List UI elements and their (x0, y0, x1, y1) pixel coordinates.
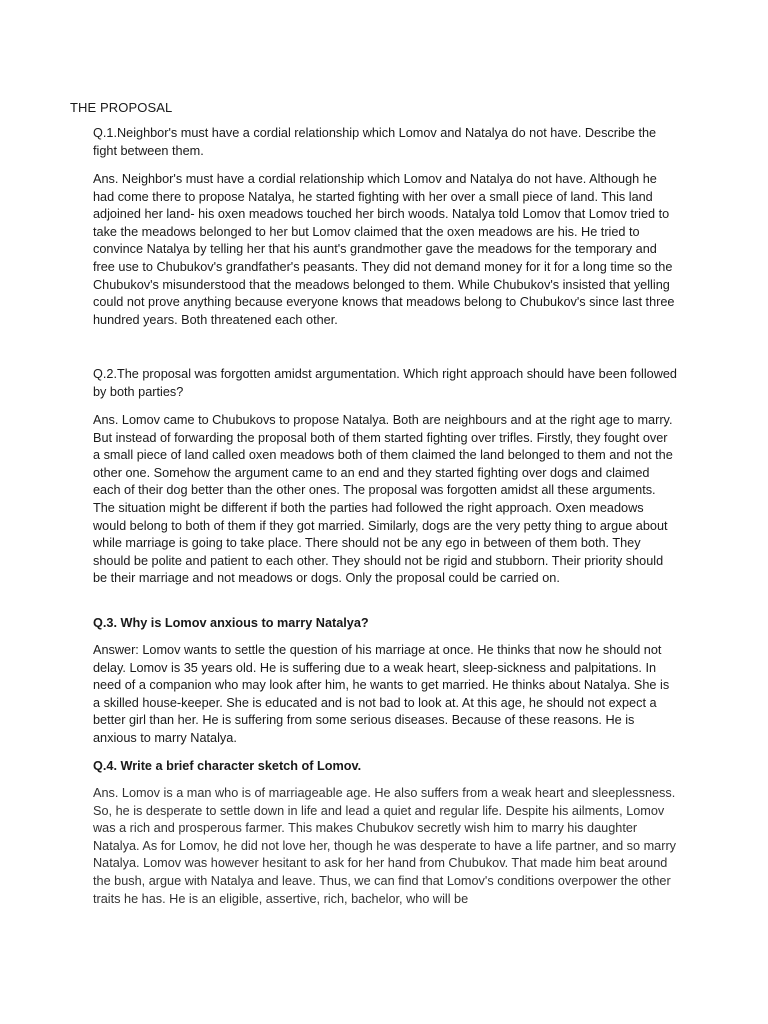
question-1: Q.1.Neighbor's must have a cordial relationship which Lomov and Natalya do not have. Describe the fight between them. (93, 126, 657, 158)
question-3: Q.3. Why is Lomov anxious to marry Natalya? (93, 616, 369, 630)
answer-2: Ans. Lomov came to Chubukovs to propose Natalya. Both are neighbours and at the right age to marry. But instead of forwarding the proposal both of them started fighting over trifles. Firstly, they fought over a small piece of land called oxen meadows both of them claimed the land belonged to them and not the other one. Somehow the argument came to an end and they started fighting over dogs and claimed each of their dog better than the other ones. The proposal was forgotten amidst all these arguments. The situation might be different if both the parties had followed the right approach. Oxen meadows would belong to both of them if they got married. Similarly, dogs are the very petty thing to argue about while marriage is going to take place. There should not be any ego in between of them both. They should be polite and patient to each other. They should not be rigid and stubborn. Their priority should be their marriage and not meadows or dogs. Only the proposal could be carried on. (93, 413, 673, 586)
question-4: Q.4. Write a brief character sketch of Lomov. (93, 759, 362, 773)
answer-1: Ans. Neighbor's must have a cordial relationship which Lomov and Natalya do not have. Although he had come there to propose Natalya, he started fighting with her over a small piece of land. This land adjoined her land- his oxen meadows touched her birch woods. Natalya told Lomov that Lomov tried to take the meadows belonged to her but Lomov claimed that the oxen meadows are his. He tried to convince Natalya by telling her that his aunt's grandmother gave the meadows for the temporary and free use to Chubukov's grandfather's peasants. They did not demand money for it for a long time so the Chubukov's misunderstood that the meadows belonged to them. While Chubukov's insisted that yelling could not prove anything because everyone knows that meadows belong to Chubukov's since last three hundred years. Both threatened each other. (93, 172, 675, 327)
page-title: THE PROPOSAL (70, 100, 173, 115)
answer-4: Ans. Lomov is a man who is of marriageable age. He also suffers from a weak heart and sleeplessness. So, he is desperate to settle down in life and lead a quiet and regular life. Despite his ailments, Lomov was a rich and prosperous farmer. This makes Chubukov secretly wish him to marry his daughter Natalya. As for Lomov, he did not love her, though he was desperate to have a life partner, and so marry Natalya. Lomov was however hesitant to ask for her hand from Chubukov. That made him beat around the bush, argue with Natalya and leave. Thus, we can find that Lomov's conditions overpower the other traits he has. He is an eligible, assertive, rich, bachelor, who will be (93, 786, 677, 906)
question-2: Q.2.The proposal was forgotten amidst argumentation. Which right approach should have been followed by both parties? (93, 367, 677, 399)
answer-3: Answer: Lomov wants to settle the question of his marriage at once. He thinks that now he should not delay. Lomov is 35 years old. He is suffering due to a weak heart, sleep-sickness and palpitations. In need of a companion who may look after him, he wants to get married. He thinks about Natalya. She is a skilled house-keeper. She is educated and is not bad to look at. At this age, he should not expect a better girl than her. He is suffering from some serious diseases. Because of these reasons. He is anxious to marry Natalya. (93, 643, 670, 745)
